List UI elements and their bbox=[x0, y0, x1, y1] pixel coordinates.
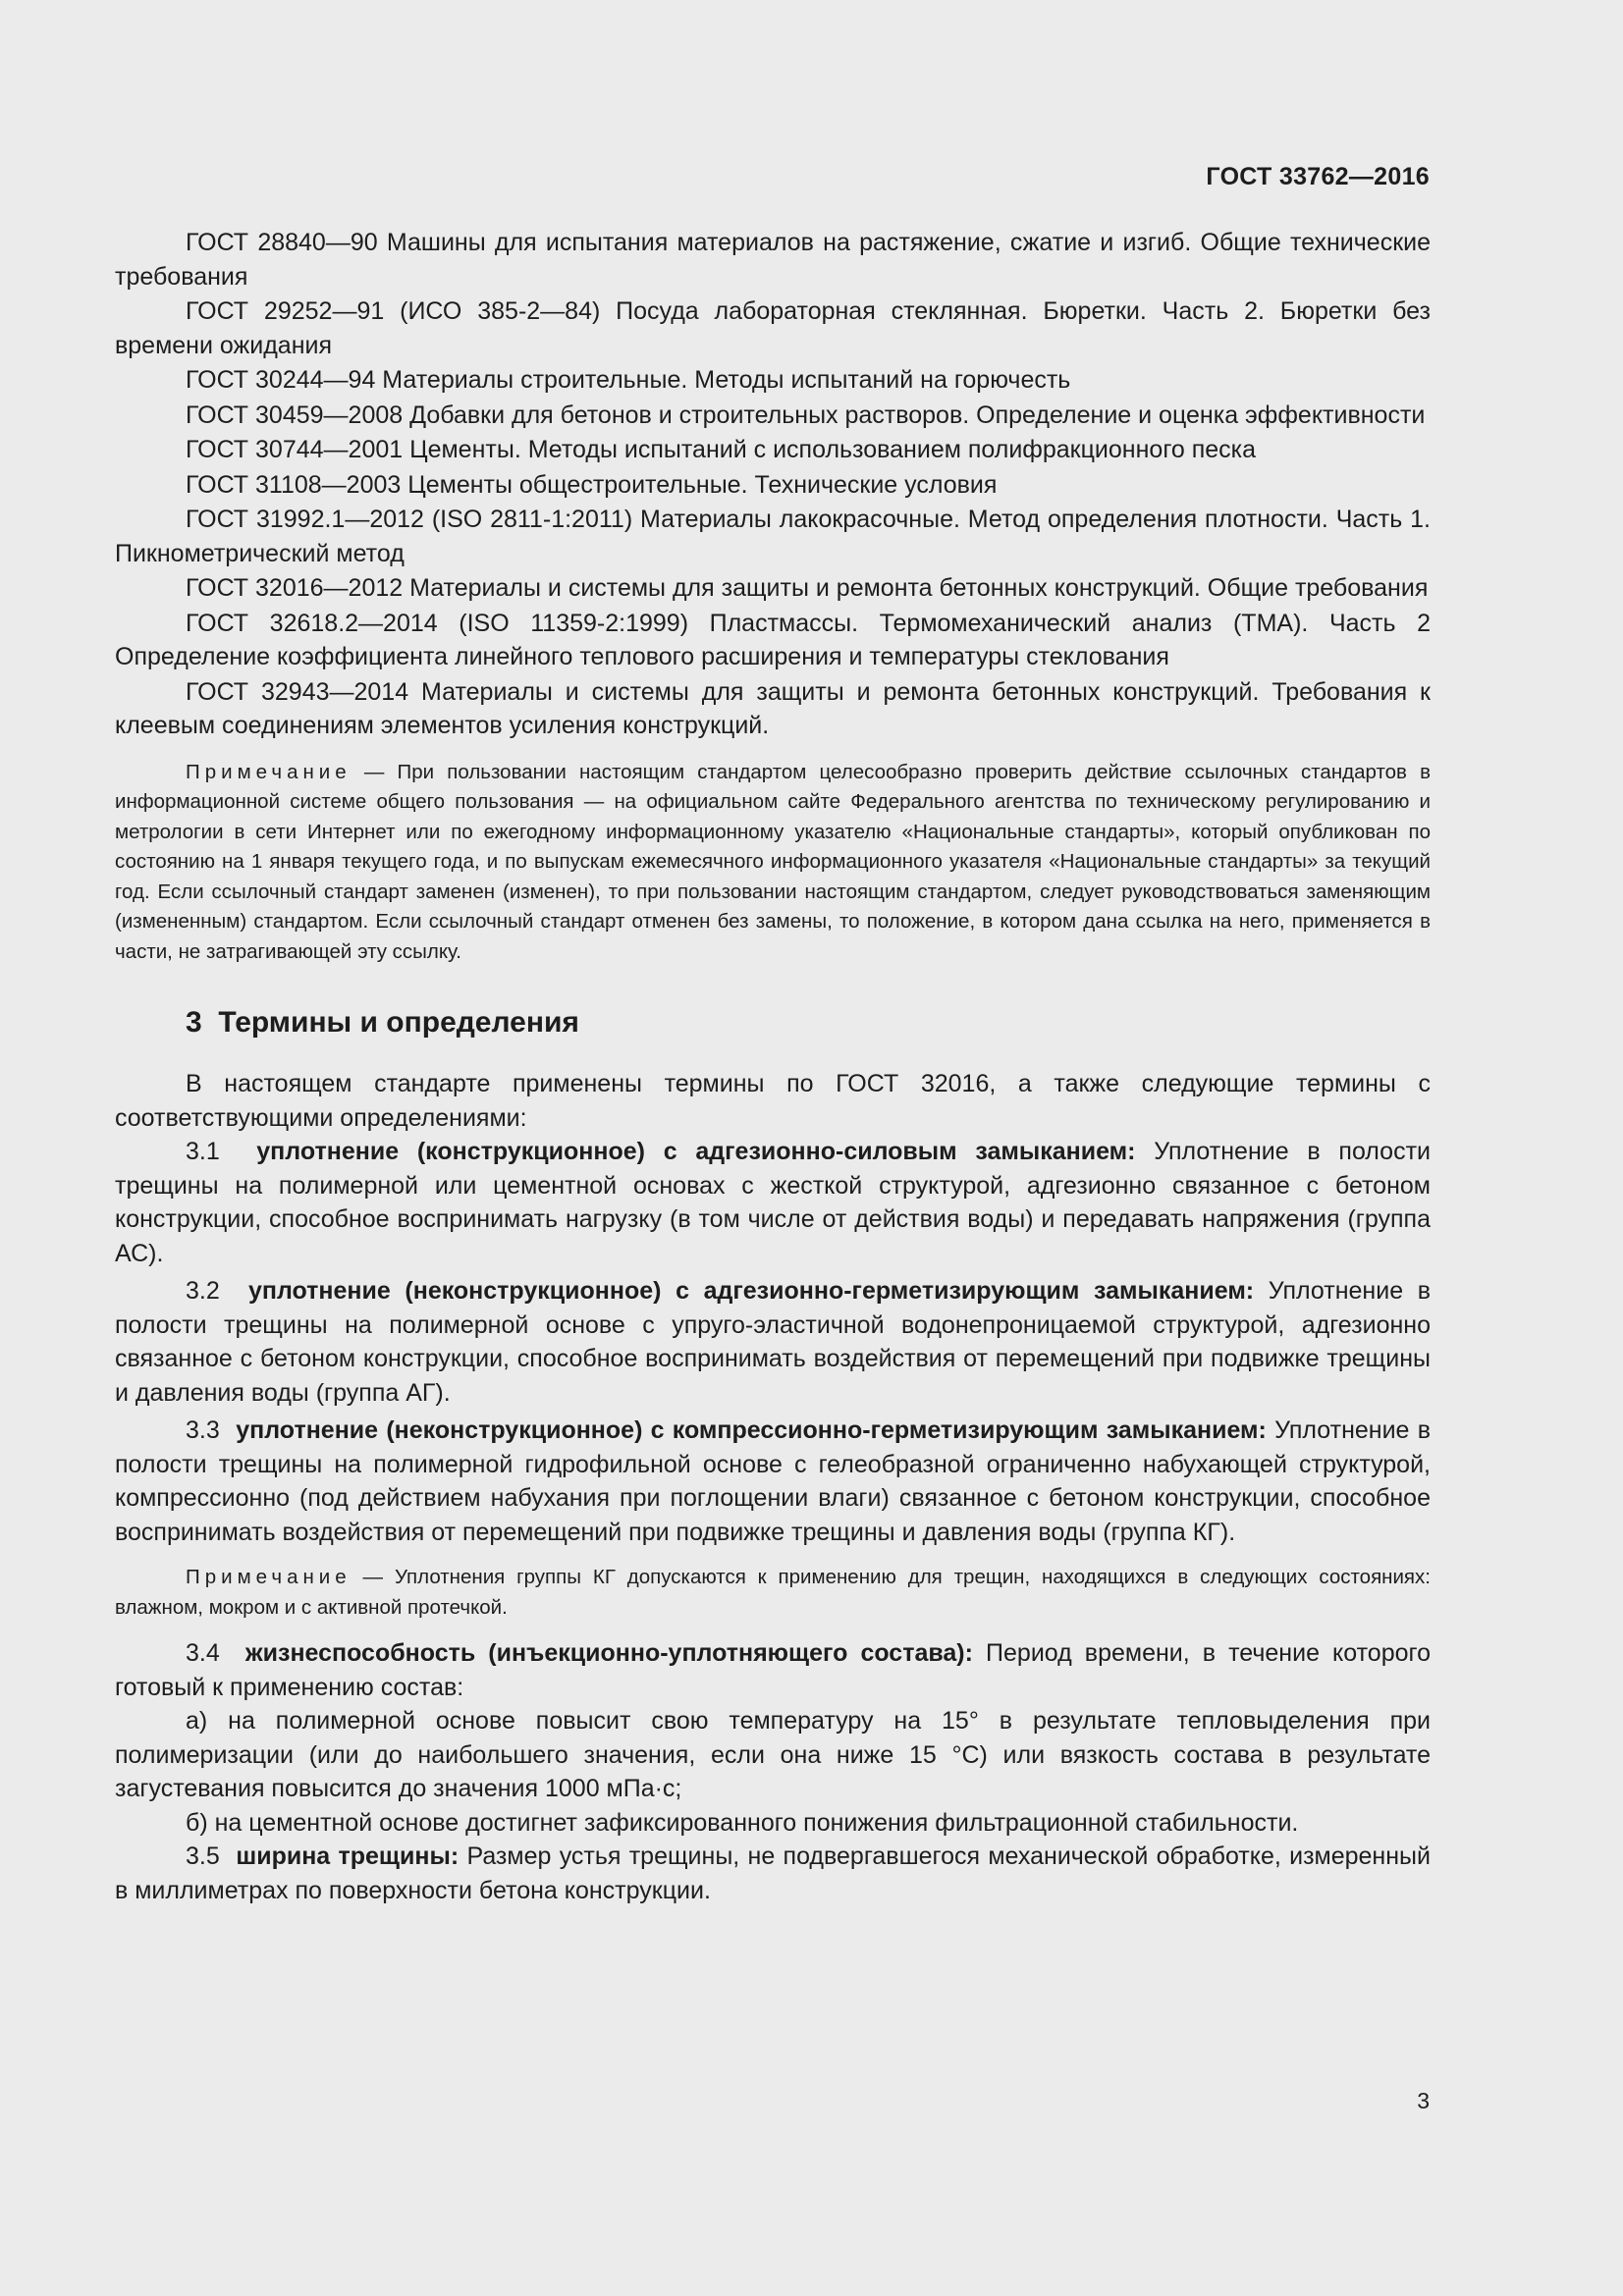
term-3-2 bbox=[115, 1274, 1431, 1410]
normative-references-list bbox=[115, 226, 1431, 743]
term-3-3 bbox=[115, 1414, 1431, 1549]
term-number: 3.3 bbox=[186, 1416, 220, 1444]
reference-item: ГОСТ 30244—94 Материалы строительные. Методы испытаний на горючесть bbox=[186, 366, 1071, 394]
term-number: 3.5 bbox=[186, 1842, 220, 1870]
page-content bbox=[115, 226, 1431, 1907]
reference-item: ГОСТ 32943—2014 Материалы и системы для защиты и ремонта бетонных конструкций. Требования к клеевым соединениям элементов усиления конструкций. bbox=[115, 677, 1431, 739]
term-definition: Уплотнение в полости трещины на полимерной или цементной основах с жесткой структурой, адгезионно связанное с бетоном конструкции, способное воспринимать нагрузку (в том числе от действия воды) и передавать напряжения (группа АС). bbox=[115, 1138, 1431, 1267]
document-id-header: ГОСТ 33762—2016 bbox=[1206, 163, 1430, 190]
section-number: 3 bbox=[186, 1006, 202, 1039]
term-3-3-note bbox=[115, 1563, 1431, 1623]
term-definition: Период времени, в течение которого готовый к применению состав: bbox=[115, 1639, 1431, 1701]
section-title: Термины и определения bbox=[218, 1006, 579, 1039]
reference-item: ГОСТ 30744—2001 Цементы. Методы испытаний с использованием полифракционного песка bbox=[186, 436, 1257, 463]
term-number: 3.4 bbox=[186, 1639, 220, 1667]
term-definition: Размер устья трещины, не подвергавшегося механической обработке, измеренный в миллиметрах по поверхности бетона конструкции. bbox=[115, 1842, 1431, 1904]
note-text: Уплотнения группы КГ допускаются к применению для трещин, находящихся в следующих состояниях: влажном, мокром и с активной протечкой. bbox=[115, 1566, 1431, 1619]
page-number: 3 bbox=[1417, 2088, 1430, 2113]
reference-item: ГОСТ 30459—2008 Добавки для бетонов и строительных растворов. Определение и оценка эффективности bbox=[186, 400, 1426, 429]
reference-item: ГОСТ 31992.1—2012 (ISO 2811-1:2011) Материалы лакокрасочные. Метод определения плотности. Часть 1. Пикнометрический метод bbox=[115, 506, 1431, 567]
term-3-4 bbox=[115, 1636, 1431, 1704]
reference-item: ГОСТ 29252—91 (ИСО 385-2—84) Посуда лабораторная стеклянная. Бюретки. Часть 2. Бюретки без времени ожидания bbox=[115, 297, 1431, 359]
reference-item: ГОСТ 32016—2012 Материалы и системы для защиты и ремонта бетонных конструкций. Общие требования bbox=[186, 574, 1429, 602]
term-3-1 bbox=[115, 1135, 1431, 1270]
term-number: 3.2 bbox=[186, 1277, 220, 1305]
references-note bbox=[115, 758, 1431, 968]
term-number: 3.1 bbox=[186, 1138, 220, 1165]
term-name: уплотнение (конструкционное) с адгезионно-силовым замыканием: bbox=[256, 1138, 1136, 1165]
term-definition: Уплотнение в полости трещины на полимерной основе с упруго-эластичной водонепроницаемой структурой, адгезионно связанное с бетоном конструкции, способное воспринимать воздействия от перемещений при подвижке трещины и давления воды (группа АГ). bbox=[115, 1277, 1431, 1407]
term-name: жизнеспособность (инъекционно-уплотняющего состава): bbox=[244, 1639, 973, 1667]
note-dash: — bbox=[351, 760, 398, 783]
note-label: Примечание bbox=[186, 1566, 352, 1588]
reference-item: ГОСТ 32618.2—2014 (ISO 11359-2:1999) Пластмассы. Термомеханический анализ (ТМА). Часть 2 Определение коэффициента линейного теплового расширения и температуры стеклования bbox=[115, 609, 1431, 670]
term-name: уплотнение (неконструкционное) с компрессионно-герметизирующим замыканием: bbox=[236, 1416, 1267, 1444]
term-name: ширина трещины: bbox=[236, 1842, 460, 1870]
term-3-4-item-a: а) на полимерной основе повысит свою температуру на 15° в результате тепловыделения при полимеризации (или до наибольшего значения, если она ниже 15 °C) или вязкость состава в результате загустевания повысится до значения 1000 мПа·с; bbox=[115, 1707, 1431, 1802]
section-heading bbox=[115, 1003, 1431, 1042]
reference-item: ГОСТ 31108—2003 Цементы общестроительные. Технические условия bbox=[186, 470, 998, 499]
note-label: Примечание bbox=[186, 760, 352, 783]
note-dash: — bbox=[351, 1566, 395, 1588]
reference-item: ГОСТ 28840—90 Машины для испытания материалов на растяжение, сжатие и изгиб. Общие технические требования bbox=[115, 229, 1431, 291]
section-intro: В настоящем стандарте применены термины по ГОСТ 32016, а также следующие термины с соответствующими определениями: bbox=[115, 1070, 1431, 1132]
term-3-5 bbox=[115, 1840, 1431, 1907]
term-name: уплотнение (неконструкционное) с адгезионно-герметизирующим замыканием: bbox=[247, 1277, 1255, 1305]
term-definition: Уплотнение в полости трещины на полимерной гидрофильной основе с гелеобразной ограниченно набухающей структурой, компрессионно (под действием набухания при поглощении влаги) связанное с бетоном конструкции, способное воспринимать воздействия от перемещений при подвижке трещины и давления воды (группа КГ). bbox=[115, 1416, 1431, 1546]
note-text: При пользовании настоящим стандартом целесообразно проверить действие ссылочных стандартов в информационной системе общего пользования — на официальном сайте Федерального агентства по техническому регулированию и метрологии в сети Интернет или по ежегодному информационному указателю «Национальные стандарты», который опубликован по состоянию на 1 января текущего года, и по выпускам ежемесячного информационного указателя «Национальные стандарты» за текущий год. Если ссылочный стандарт заменен (изменен), то при пользовании настоящим стандартом, следует руководствоваться заменяющим (измененным) стандартом. Если ссылочный стандарт отменен без замены, то положение, в котором дана ссылка на него, применяется в части, не затрагивающей эту ссылку. bbox=[115, 760, 1431, 963]
term-3-4-item-b: б) на цементной основе достигнет зафиксированного понижения фильтрационной стабильности. bbox=[186, 1808, 1299, 1837]
